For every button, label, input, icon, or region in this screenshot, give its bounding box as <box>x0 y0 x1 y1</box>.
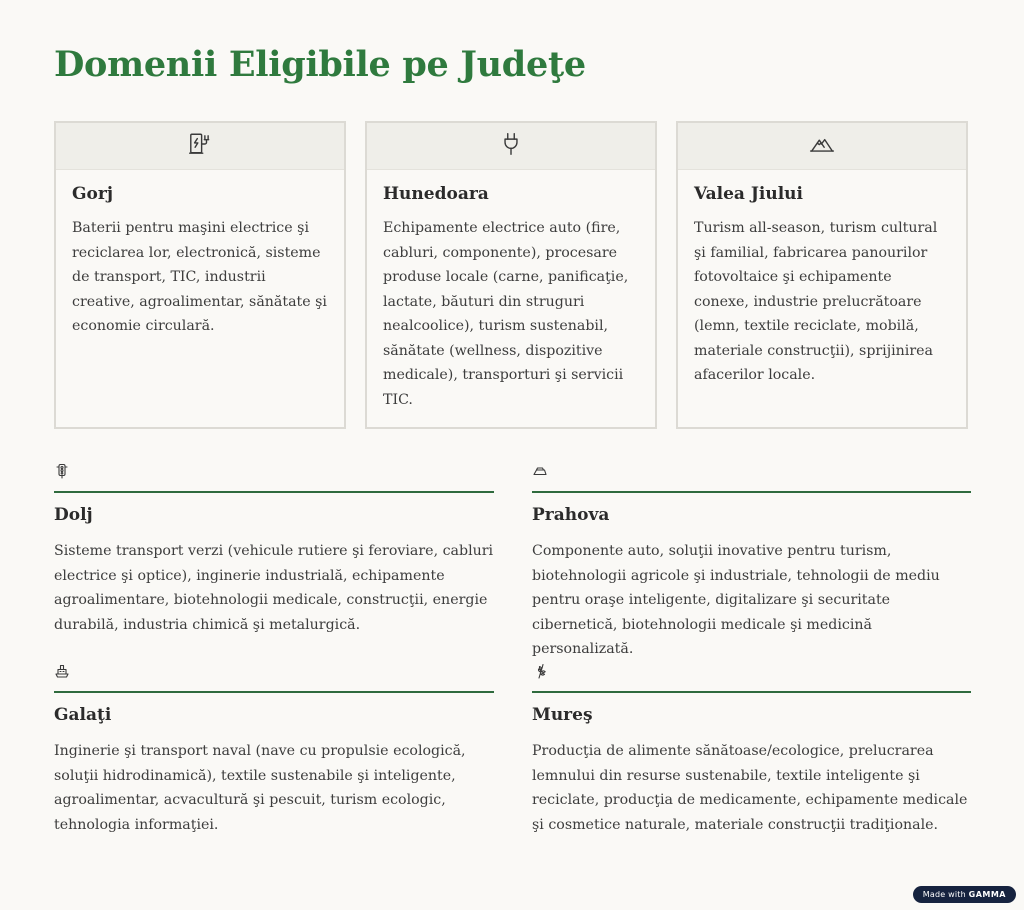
card-text: Echipamente electrice auto (fire, cabluri, componente), procesare produse locale (carne, panificaţie, lactate, băuturi din struguri nealcoolice), turism sustenabil, sănătate (wellness, dispozitive medicale), transporturi şi servicii TIC. <box>383 220 629 408</box>
section-mures <box>532 663 971 837</box>
section-text: Inginerie şi transport naval (nave cu propulsie ecologică, soluţii hidrodinamică), textile sustenabile şi inteligente, agroalimentar, acvacultură şi pescuit, turism ecologic, tehnologia informaţiei. <box>54 743 466 833</box>
card-header <box>367 123 655 170</box>
plug-icon <box>498 131 524 161</box>
section-divider <box>532 491 971 493</box>
card-valea-jiului <box>676 121 968 429</box>
section-prahova <box>532 463 971 662</box>
mountain-icon <box>809 131 835 161</box>
section-galati <box>54 663 494 837</box>
section-divider <box>54 491 494 493</box>
section-title: Galaţi <box>54 705 112 725</box>
car-part-icon <box>532 463 548 483</box>
section-text: Producţia de alimente sănătoase/ecologice, prelucrarea lemnului din resurse sustenabile, textile inteligente şi reciclate, producţia de medicamente, echipamente medicale şi cosmetice naturale, materiale construcţii tradiţionale. <box>532 743 968 833</box>
section-text: Sisteme transport verzi (vehicule rutiere şi feroviare, cabluri electrice şi optice), inginerie industrială, echipamente agroalimentare, biotehnologii medicale, construcţii, energie durabilă, industria chimică şi metalurgică. <box>54 543 494 633</box>
card-text: Turism all-season, turism cultural şi familial, fabricarea panourilor fotovoltaice şi echipamente conexe, industrie prelucrătoare (lemn, textile reciclate, mobilă, materiale construcţii), sprijinirea afacerilor locale. <box>694 220 938 383</box>
section-title: Prahova <box>532 505 610 525</box>
page-title: Domenii Eligibile pe Judeţe <box>54 44 586 85</box>
ship-icon <box>54 663 70 683</box>
card-gorj <box>54 121 346 429</box>
card-hunedoara <box>365 121 657 429</box>
badge-prefix: Made with <box>922 890 966 899</box>
badge-brand: GAMMA <box>968 890 1006 899</box>
card-text: Baterii pentru maşini electrice şi reciclarea lor, electronică, sisteme de transport, TIC, industrii creative, agroalimentar, sănătate şi economie circulară. <box>72 220 327 334</box>
section-divider <box>532 691 971 693</box>
section-title: Mureş <box>532 705 593 725</box>
made-with-gamma-badge[interactable] <box>913 886 1016 903</box>
section-dolj <box>54 463 494 637</box>
card-title: Hunedoara <box>383 184 489 204</box>
card-header <box>678 123 966 170</box>
wheat-icon <box>532 663 548 683</box>
traffic-light-icon <box>54 463 70 483</box>
section-divider <box>54 691 494 693</box>
card-title: Valea Jiului <box>694 184 803 204</box>
section-title: Dolj <box>54 505 93 525</box>
card-header <box>56 123 344 170</box>
section-text: Componente auto, soluţii inovative pentru turism, biotehnologii agricole şi industriale, tehnologii de mediu pentru oraşe inteligente, digitalizare şi securitate cibernetică, biotehnologii medicale şi medicină personalizată. <box>532 543 940 657</box>
card-title: Gorj <box>72 184 113 204</box>
ev-charger-icon <box>187 131 213 161</box>
